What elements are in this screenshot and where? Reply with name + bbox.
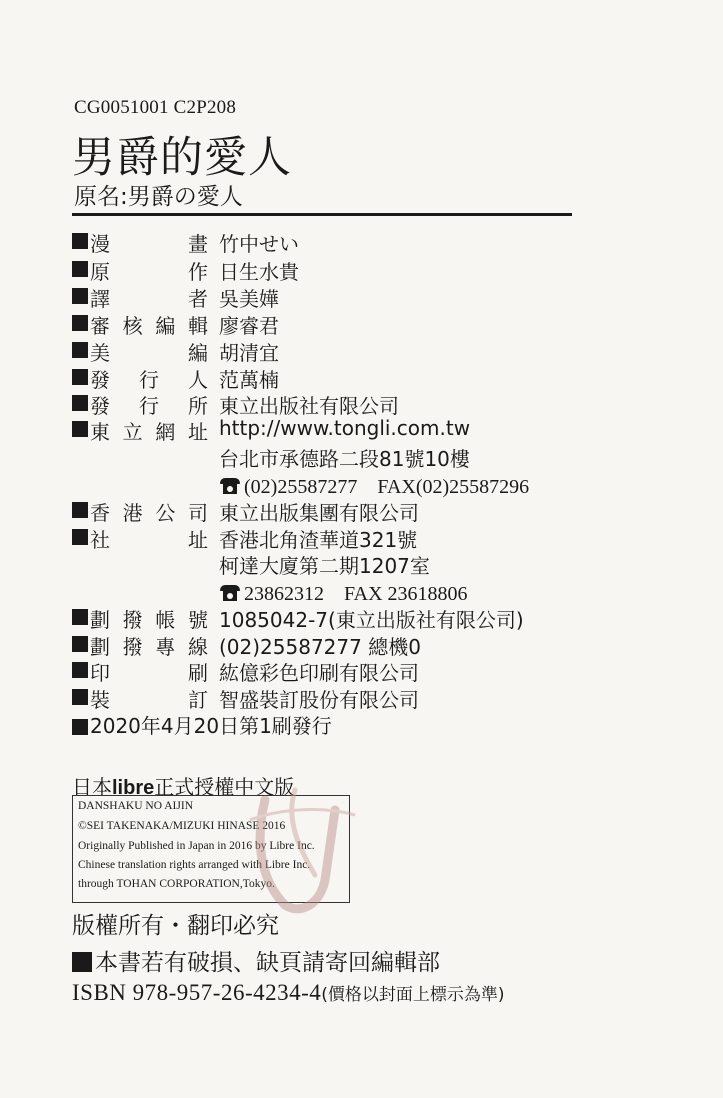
bullet-square	[72, 233, 88, 249]
credit-value: 胡清宜	[219, 341, 279, 365]
telephone-icon	[219, 478, 241, 494]
credit-value: 廖睿君	[219, 314, 279, 338]
hk-phone: 23862312 FAX 23618806	[244, 583, 468, 605]
bullet-square	[72, 719, 88, 735]
tongli-phone: (02)25587277 FAX(02)25587296	[244, 476, 530, 498]
license-heading-pre: 日本	[72, 775, 112, 799]
credit-value: 東立出版社有限公司	[219, 394, 399, 418]
bullet-square	[72, 952, 92, 972]
bullet-square	[72, 288, 88, 304]
damage-notice-line	[72, 944, 440, 977]
bullet-square	[72, 342, 88, 358]
license-heading-post: 正式授權中文版	[154, 775, 295, 799]
credit-label: 審 核 編 輯	[90, 314, 208, 338]
credit-value: 日生水貴	[219, 260, 299, 284]
credit-label: 譯 者	[90, 287, 208, 311]
credit-label: 美 編	[90, 341, 208, 365]
credit-value: 東立出版集團有限公司	[219, 501, 419, 525]
credit-label: 原 作	[90, 260, 208, 284]
bullet-square	[72, 261, 88, 277]
bullet-square	[72, 529, 88, 545]
credit-label: 漫 畫	[90, 232, 208, 256]
rights-notice: 版權所有・翻印必究	[72, 913, 279, 939]
credit-value: 紘億彩色印刷有限公司	[219, 661, 419, 685]
bullet-square	[72, 395, 88, 411]
credit-label: 劃 撥 專 線	[90, 635, 208, 659]
credit-value: 范萬楠	[219, 368, 279, 392]
isbn-line	[72, 980, 505, 1006]
isbn-number: ISBN 978-957-26-4234-4	[72, 980, 322, 1005]
hk-phone-line	[219, 577, 468, 606]
credit-label: 印 刷	[90, 661, 208, 685]
license-line-2: ©SEI TAKENAKA/MIZUKI HINASE 2016	[78, 820, 286, 832]
credit-label: 香 港 公 司	[90, 501, 208, 525]
bullet-square	[72, 662, 88, 678]
bullet-square	[72, 609, 88, 625]
book-title: 男爵的愛人	[72, 133, 292, 183]
credit-value: (02)25587277 總機0	[219, 635, 421, 659]
catalog-code: CG0051001 C2P208	[74, 97, 237, 118]
original-title: 原名:男爵の愛人	[74, 184, 243, 210]
bullet-square	[72, 636, 88, 652]
credit-label: 裝 訂	[90, 688, 208, 712]
bullet-square	[72, 421, 88, 437]
credit-value: 香港北角渣華道321號	[219, 528, 418, 552]
credit-label: 劃 撥 帳 號	[90, 608, 208, 632]
credit-value: 智盛裝訂股份有限公司	[219, 688, 419, 712]
credit-value: 1085042-7(東立出版社有限公司)	[219, 608, 524, 632]
tongli-phone-line	[219, 470, 529, 499]
credit-value: http://www.tongli.com.tw	[219, 416, 471, 440]
bullet-square	[72, 689, 88, 705]
hk-address-2: 柯達大廈第二期1207室	[219, 554, 430, 578]
telephone-icon	[219, 585, 241, 601]
license-line-3: Originally Published in Japan in 2016 by Libre Inc.	[78, 840, 315, 852]
credit-label: 社 址	[90, 528, 208, 552]
license-line-5: through TOHAN CORPORATION,Tokyo.	[78, 878, 275, 890]
libre-brand: libre	[112, 777, 155, 799]
first-print-line	[72, 710, 332, 739]
credit-value: 吳美嬅	[219, 287, 279, 311]
bullet-square	[72, 369, 88, 385]
first-print-date: 2020年4月20日第1刷發行	[90, 714, 332, 738]
credit-label: 發 行 所	[90, 394, 208, 418]
credit-label: 東 立 網 址	[90, 420, 208, 444]
damage-notice: 本書若有破損、缺頁請寄回編輯部	[95, 950, 440, 976]
tongli-address: 台北市承德路二段81號10樓	[219, 447, 470, 471]
license-line-4: Chinese translation rights arranged with Libre Inc.	[78, 859, 311, 871]
bullet-square	[72, 315, 88, 331]
price-note: (價格以封面上標示為準)	[321, 985, 505, 1005]
credit-value: 竹中せい	[219, 232, 299, 256]
title-rule	[72, 213, 572, 216]
bullet-square	[72, 502, 88, 518]
license-line-1: DANSHAKU NO AIJIN	[78, 800, 193, 812]
credit-label: 發 行 人	[90, 368, 208, 392]
